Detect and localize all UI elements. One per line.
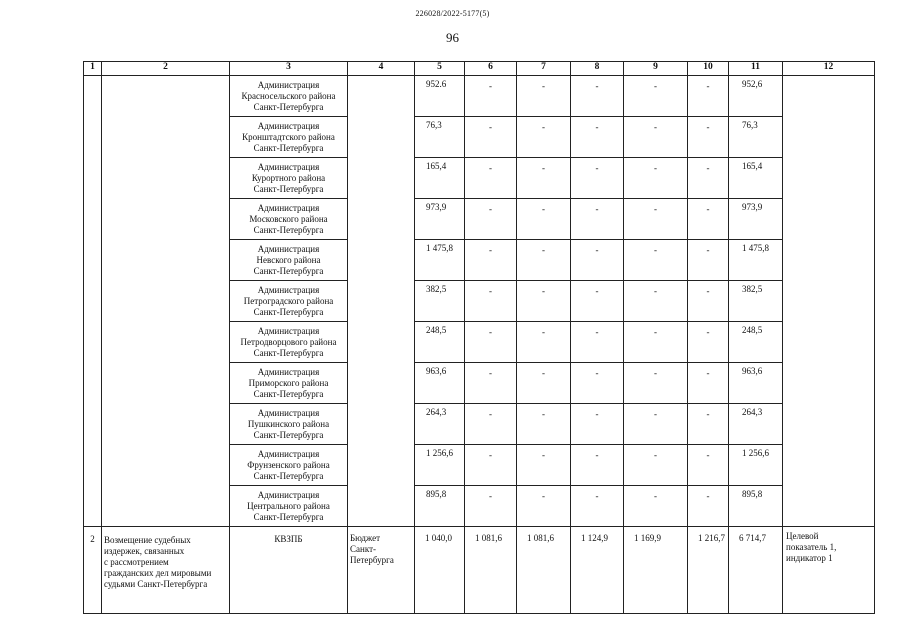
executor-line: Администрация: [257, 80, 320, 90]
value-col10: -: [688, 158, 729, 199]
indicator-line: показатель 1,: [786, 542, 837, 552]
total-col11: 165,4: [729, 158, 783, 199]
executor-line: Красносельского района: [241, 91, 336, 101]
value-col10: -: [688, 199, 729, 240]
executor-line: Администрация: [257, 121, 320, 131]
value-col6: -: [465, 445, 517, 486]
executor-cell: [230, 363, 348, 404]
table-row: [84, 76, 875, 117]
value-col6: -: [465, 199, 517, 240]
value-col7: 1 081,6: [517, 527, 571, 614]
column-number-4: 4: [348, 62, 415, 76]
value-col10: -: [688, 486, 729, 527]
indicator-line: Целевой: [786, 531, 819, 541]
executor-cell: [230, 486, 348, 527]
funding-line: Санкт-: [350, 544, 376, 554]
executor-line: Невского района: [256, 255, 321, 265]
value-col6: -: [465, 240, 517, 281]
value-col8: -: [571, 363, 624, 404]
value-col6: -: [465, 322, 517, 363]
executor-line: Администрация: [257, 408, 320, 418]
executor-line: Администрация: [257, 449, 320, 459]
executor-cell: [230, 76, 348, 117]
executor-line: Санкт-Петербурга: [253, 102, 324, 112]
description-line: гражданских дел мировыми: [104, 568, 212, 578]
executor-line: Санкт-Петербурга: [253, 307, 324, 317]
executor-line: Санкт-Петербурга: [253, 389, 324, 399]
value-col7: -: [517, 281, 571, 322]
total-col11: 1 475,8: [729, 240, 783, 281]
value-col5: 382,5: [415, 281, 465, 322]
executor-line: Администрация: [257, 244, 320, 254]
column-number-3: 3: [230, 62, 348, 76]
description-line: Возмещение судебных: [104, 535, 191, 545]
value-col7: -: [517, 445, 571, 486]
total-col11: 895,8: [729, 486, 783, 527]
value-col7: -: [517, 363, 571, 404]
executor-line: Петродворцового района: [240, 337, 337, 347]
executor-cell: [230, 322, 348, 363]
value-col7: -: [517, 322, 571, 363]
value-col9: -: [624, 240, 688, 281]
value-col10: -: [688, 404, 729, 445]
executor-line: Санкт-Петербурга: [253, 471, 324, 481]
description-line: с рассмотрением: [104, 557, 169, 567]
total-col11: 1 256,6: [729, 445, 783, 486]
value-col6: -: [465, 158, 517, 199]
value-col8: -: [571, 322, 624, 363]
column-number-10: 10: [688, 62, 729, 76]
value-col5: 973,9: [415, 199, 465, 240]
description-line: судьями Санкт-Петербурга: [104, 579, 208, 589]
executor-line: Пушкинского района: [247, 419, 330, 429]
executor-line: Администрация: [257, 367, 320, 377]
value-col10: 1 216,7: [688, 527, 729, 614]
column-number-5: 5: [415, 62, 465, 76]
executor-line: Санкт-Петербурга: [253, 512, 324, 522]
executor-line: Санкт-Петербурга: [253, 143, 324, 153]
executor-line: Администрация: [257, 203, 320, 213]
column-number-9: 9: [624, 62, 688, 76]
value-col8: 1 124,9: [571, 527, 624, 614]
value-col7: -: [517, 240, 571, 281]
executor-cell: [230, 281, 348, 322]
executor-line: Санкт-Петербурга: [253, 225, 324, 235]
executor-line: Кронштадтского района: [242, 132, 335, 142]
column-number-12: 12: [783, 62, 875, 76]
value-col8: -: [571, 76, 624, 117]
total-col11: 76,3: [729, 117, 783, 158]
value-col7: -: [517, 486, 571, 527]
value-col6: -: [465, 117, 517, 158]
executor-cell: [230, 199, 348, 240]
value-col10: -: [688, 322, 729, 363]
document-registration-number: 226028/2022-5177(5): [415, 9, 490, 18]
column-number-7: 7: [517, 62, 571, 76]
value-col8: -: [571, 199, 624, 240]
value-col5: 264,3: [415, 404, 465, 445]
value-col5: 248,5: [415, 322, 465, 363]
value-col6: -: [465, 281, 517, 322]
executor-cell: [230, 117, 348, 158]
col1-blank: [84, 76, 102, 527]
value-col5: 1 475,8: [415, 240, 465, 281]
value-col9: -: [624, 281, 688, 322]
item-executor: КВЗПБ: [230, 527, 348, 614]
executor-line: Центрального района: [247, 501, 330, 511]
column-number-header-row: [84, 62, 875, 76]
value-col9: 1 169,9: [624, 527, 688, 614]
funding-line: Бюджет: [350, 533, 381, 543]
value-col5: 952.6: [415, 76, 465, 117]
page-number: 96: [446, 30, 459, 45]
executor-cell: [230, 158, 348, 199]
value-col9: -: [624, 404, 688, 445]
funding-source: [348, 527, 415, 614]
value-col7: -: [517, 117, 571, 158]
value-col5: 165,4: [415, 158, 465, 199]
value-col7: -: [517, 404, 571, 445]
executor-line: Санкт-Петербурга: [253, 348, 324, 358]
value-col10: -: [688, 363, 729, 404]
value-col6: -: [465, 404, 517, 445]
indicator-line: индикатор 1: [786, 553, 833, 563]
budget-table: [83, 61, 875, 614]
column-number-2: 2: [102, 62, 230, 76]
item-description: [102, 527, 230, 614]
value-col8: -: [571, 281, 624, 322]
value-col8: -: [571, 486, 624, 527]
executor-line: Курортного района: [251, 173, 326, 183]
target-indicator: [783, 527, 875, 614]
value-col6: -: [465, 363, 517, 404]
value-col10: -: [688, 117, 729, 158]
column-number-6: 6: [465, 62, 517, 76]
col12-blank: [783, 76, 875, 527]
table-row-item-2: [84, 527, 875, 614]
value-col7: -: [517, 158, 571, 199]
value-col11: 6 714,7: [729, 527, 783, 614]
value-col9: -: [624, 158, 688, 199]
value-col10: -: [688, 445, 729, 486]
executor-line: Московского района: [249, 214, 328, 224]
executor-cell: [230, 445, 348, 486]
value-col7: -: [517, 199, 571, 240]
executor-line: Администрация: [257, 285, 320, 295]
executor-line: Администрация: [257, 490, 320, 500]
value-col6: -: [465, 76, 517, 117]
funding-line: Петербурга: [350, 555, 394, 565]
item-index: 2: [84, 527, 102, 614]
total-col11: 382,5: [729, 281, 783, 322]
column-number-1: 1: [84, 62, 102, 76]
total-col11: 952,6: [729, 76, 783, 117]
total-col11: 264,3: [729, 404, 783, 445]
value-col9: -: [624, 445, 688, 486]
value-col8: -: [571, 117, 624, 158]
executor-line: Санкт-Петербурга: [253, 266, 324, 276]
value-col9: -: [624, 117, 688, 158]
executor-line: Администрация: [257, 326, 320, 336]
description-line: издержек, связанных: [104, 546, 185, 556]
value-col5: 963,6: [415, 363, 465, 404]
value-col6: 1 081,6: [465, 527, 517, 614]
value-col10: -: [688, 240, 729, 281]
column-number-8: 8: [571, 62, 624, 76]
value-col9: -: [624, 76, 688, 117]
executor-line: Петроградского района: [243, 296, 334, 306]
value-col5: 895,8: [415, 486, 465, 527]
column-number-11: 11: [729, 62, 783, 76]
col4-blank: [348, 76, 415, 527]
executor-cell: [230, 240, 348, 281]
value-col8: -: [571, 445, 624, 486]
value-col8: -: [571, 240, 624, 281]
value-col10: -: [688, 76, 729, 117]
total-col11: 248,5: [729, 322, 783, 363]
executor-line: Администрация: [257, 162, 320, 172]
value-col8: -: [571, 404, 624, 445]
value-col6: -: [465, 486, 517, 527]
value-col7: -: [517, 76, 571, 117]
executor-line: Санкт-Петербурга: [253, 430, 324, 440]
value-col9: -: [624, 363, 688, 404]
value-col9: -: [624, 322, 688, 363]
executor-line: Фрунзенского района: [247, 460, 330, 470]
total-col11: 973,9: [729, 199, 783, 240]
value-col9: -: [624, 199, 688, 240]
value-col10: -: [688, 281, 729, 322]
value-col8: -: [571, 158, 624, 199]
value-col9: -: [624, 486, 688, 527]
col2-blank: [102, 76, 230, 527]
value-col5: 76,3: [415, 117, 465, 158]
value-col5: 1 040,0: [415, 527, 465, 614]
executor-line: Санкт-Петербурга: [253, 184, 324, 194]
total-col11: 963,6: [729, 363, 783, 404]
executor-cell: [230, 404, 348, 445]
value-col5: 1 256,6: [415, 445, 465, 486]
executor-line: Приморского района: [248, 378, 329, 388]
